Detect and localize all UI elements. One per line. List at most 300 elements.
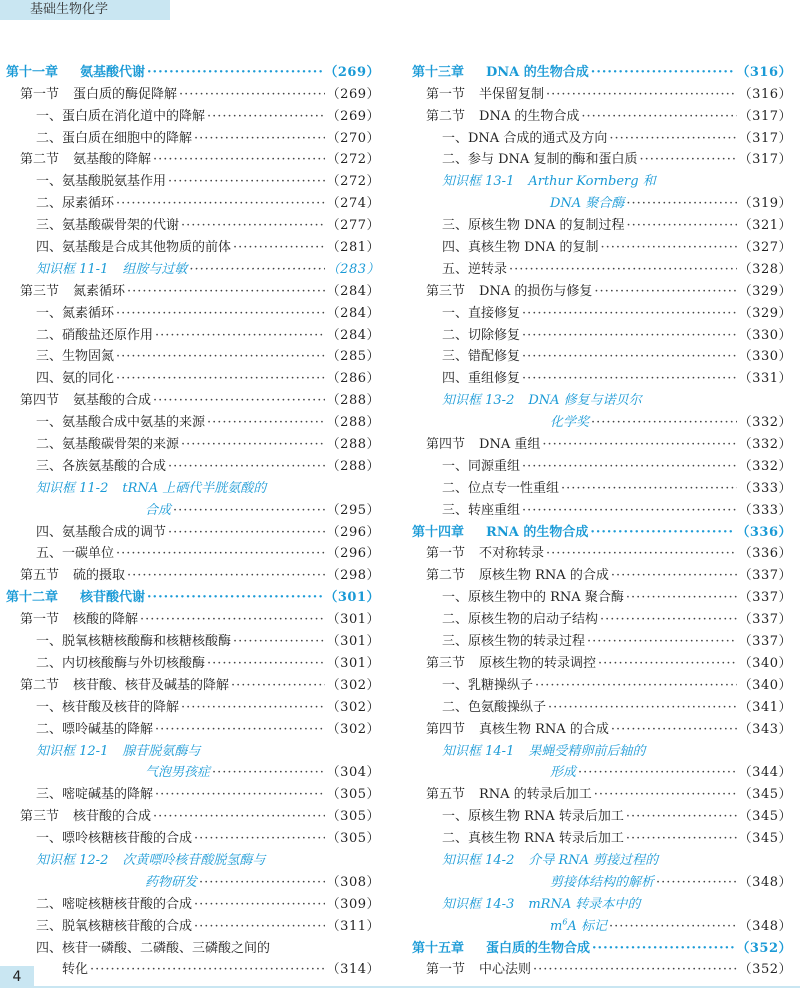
toc-subsection-entry[interactable]	[412, 299, 792, 321]
subsection-title: 三、嘧啶碱基的降解	[36, 787, 154, 803]
leader-dots	[207, 415, 325, 430]
subsection-title: 二、蛋白质在细胞中的降解	[36, 130, 193, 146]
toc-subsection-entry[interactable]	[6, 167, 380, 189]
leader-dots	[168, 174, 325, 189]
toc-section-entry[interactable]	[412, 540, 792, 562]
toc-knowledge-box-entry[interactable]	[412, 890, 792, 912]
page-ref: （284）	[326, 305, 380, 321]
page-ref: （337）	[738, 590, 792, 606]
page-ref: （345）	[738, 809, 792, 825]
page-ref: （333）	[738, 502, 792, 518]
toc-section-entry[interactable]	[6, 277, 380, 299]
toc-knowledge-box-continuation[interactable]	[6, 868, 380, 890]
section-number: 第三节	[20, 809, 60, 825]
leader-dots	[207, 109, 325, 124]
leader-dots	[535, 678, 737, 693]
leader-dots	[522, 371, 737, 386]
section-title: 原核生物的转录调控	[479, 655, 597, 671]
leader-dots	[181, 437, 325, 452]
toc-knowledge-box-entry[interactable]	[6, 255, 380, 277]
knowledge-box-title: 气泡男孩症	[145, 765, 211, 781]
toc-section-entry[interactable]	[6, 386, 380, 408]
toc-section-entry[interactable]	[412, 956, 792, 978]
leader-dots	[116, 371, 325, 386]
page-ref: （283）	[326, 261, 380, 277]
page-ref: （305）	[326, 809, 380, 825]
leader-dots	[181, 218, 325, 233]
leader-dots	[155, 787, 325, 802]
subsection-title: 一、DNA 合成的通式及方向	[442, 130, 608, 146]
subsection-title: 二、原核生物的启动子结构	[442, 612, 599, 628]
subsection-title: 二、位点专一性重组	[442, 480, 560, 496]
knowledge-box-title: 次黄嘌呤核苷酸脱氢酶与	[122, 852, 266, 868]
leader-dots	[522, 328, 737, 343]
leader-dots	[212, 765, 325, 780]
leader-dots	[639, 152, 736, 167]
toc-chapter-entry[interactable]	[6, 58, 380, 80]
leader-dots	[173, 503, 325, 518]
chapter-number: 第十一章	[6, 64, 59, 80]
page-ref: （321）	[738, 218, 792, 234]
subsection-title: 二、嘌呤碱基的降解	[36, 721, 154, 737]
toc-subsection-entry[interactable]	[412, 211, 792, 233]
section-number: 第一节	[20, 612, 60, 628]
toc-subsection-entry[interactable]	[6, 824, 380, 846]
subsection-title: 一、氮素循环	[36, 305, 115, 321]
toc-subsection-entry[interactable]	[412, 343, 792, 365]
leader-dots	[626, 196, 736, 211]
leader-dots	[231, 678, 325, 693]
section-title: 原核生物 RNA 的合成	[479, 568, 609, 584]
knowledge-box-title	[550, 919, 607, 934]
page-ref: （345）	[738, 831, 792, 847]
section-title: 氮素循环	[73, 283, 126, 299]
knowledge-box-title: mRNA 转录本中的	[528, 896, 641, 912]
toc-subsection-entry[interactable]	[6, 102, 380, 124]
leader-dots	[581, 109, 736, 124]
chapter-number: 第十三章	[412, 64, 465, 80]
leader-dots	[153, 393, 325, 408]
toc-subsection-entry[interactable]	[6, 934, 380, 956]
page-ref: （348）	[738, 918, 792, 934]
page-ref: （316）	[738, 86, 792, 102]
page-ref: （269）	[326, 108, 380, 124]
toc-subsection-entry[interactable]	[412, 124, 792, 146]
toc-knowledge-box-entry[interactable]	[412, 737, 792, 759]
subsection-title: 一、核苷酸及核苷的降解	[36, 699, 180, 715]
leader-dots	[626, 831, 737, 846]
toc-section-entry[interactable]	[412, 561, 792, 583]
subsection-title: 四、氨基酸合成的调节	[36, 524, 167, 540]
toc-section-entry[interactable]	[412, 780, 792, 802]
page-ref: （298）	[326, 568, 380, 584]
toc-section-entry[interactable]	[6, 146, 380, 168]
page-ref: （344）	[738, 765, 792, 781]
page-ref: （311）	[326, 918, 380, 934]
page-ref: （277）	[326, 218, 380, 234]
leader-dots	[155, 328, 325, 343]
page-ref: （328）	[738, 261, 792, 277]
leader-dots	[509, 262, 737, 277]
page-ref: （336）	[736, 524, 792, 540]
toc-subsection-entry[interactable]	[412, 605, 792, 627]
toc-subsection-entry[interactable]	[6, 299, 380, 321]
leader-dots	[153, 809, 325, 824]
toc-chapter-entry[interactable]	[412, 934, 792, 956]
section-title: 核苷酸的合成	[73, 809, 152, 825]
chapter-title: RNA 的生物合成	[486, 524, 589, 540]
leader-dots	[600, 240, 736, 255]
page-ref: （301）	[324, 590, 380, 606]
toc-subsection-entry[interactable]	[412, 627, 792, 649]
leader-dots	[181, 700, 325, 715]
toc-chapter-entry[interactable]	[412, 58, 792, 80]
leader-dots	[591, 415, 737, 430]
knowledge-box-number: 知识框 11-2	[36, 480, 109, 496]
section-number: 第一节	[426, 86, 466, 102]
toc-knowledge-box-continuation[interactable]	[412, 759, 792, 781]
knowledge-box-number: 知识框 14-2	[442, 852, 515, 868]
knowledge-box-title: DNA 修复与诺贝尔	[528, 393, 642, 409]
subsection-title: 三、各族氨基酸的合成	[36, 458, 167, 474]
toc-subsection-entry[interactable]	[6, 189, 380, 211]
leader-dots	[116, 546, 325, 561]
subsection-title: 一、同源重组	[442, 458, 521, 474]
toc-knowledge-box-entry[interactable]	[6, 737, 380, 759]
toc-subsection-entry[interactable]	[6, 540, 380, 562]
toc-section-entry[interactable]	[6, 80, 380, 102]
toc-knowledge-box-continuation[interactable]	[412, 189, 792, 211]
page-ref: （308）	[326, 874, 380, 890]
leader-dots	[168, 525, 325, 540]
toc-section-entry[interactable]	[412, 277, 792, 299]
leader-dots	[116, 306, 325, 321]
page-ref: （343）	[738, 721, 792, 737]
knowledge-box-number: 知识框 11-1	[36, 261, 109, 277]
page-ref: （330）	[738, 327, 792, 343]
subsection-title: 二、嘧啶核糖核苷酸的合成	[36, 896, 193, 912]
section-number: 第一节	[426, 962, 466, 978]
toc-subsection-entry[interactable]	[412, 452, 792, 474]
page-ref: （340）	[738, 655, 792, 671]
toc-knowledge-box-entry[interactable]	[412, 167, 792, 189]
toc-subsection-entry[interactable]	[412, 474, 792, 496]
section-title: 半保留复制	[479, 86, 545, 102]
toc-subsection-entry[interactable]	[6, 715, 380, 737]
leader-dots	[594, 787, 737, 802]
toc-subsection-entry[interactable]	[6, 430, 380, 452]
toc-subsection-entry[interactable]	[6, 233, 380, 255]
toc-subsection-entry[interactable]	[412, 693, 792, 715]
page-ref: （296）	[326, 546, 380, 562]
subsection-title: 三、脱氧核糖核苷酸的合成	[36, 918, 193, 934]
knowledge-box-title: 剪接体结构的解析	[550, 874, 655, 890]
subsection-title: 转化	[62, 962, 89, 978]
leader-dots	[90, 962, 325, 977]
leader-dots	[127, 568, 325, 583]
subsection-title: 四、氨基酸是合成其他物质的前体	[36, 240, 232, 256]
leader-dots	[609, 919, 737, 934]
subsection-title: 三、转座重组	[442, 502, 521, 518]
leader-dots	[233, 240, 325, 255]
page-ref: （337）	[738, 568, 792, 584]
page-ref: （288）	[326, 415, 380, 431]
section-title: 核苷酸、核苷及碱基的降解	[73, 677, 230, 693]
leader-dots	[116, 349, 325, 364]
toc-subsection-entry[interactable]	[412, 255, 792, 277]
toc-subsection-entry[interactable]	[412, 496, 792, 518]
title-part: m	[550, 918, 563, 934]
toc-section-entry[interactable]	[412, 80, 792, 102]
leader-dots	[168, 459, 325, 474]
toc-subsection-entry[interactable]	[6, 890, 380, 912]
subsection-title: 一、原核生物 RNA 转录后加工	[442, 809, 624, 825]
toc-subsection-entry[interactable]	[6, 343, 380, 365]
leader-dots	[578, 765, 737, 780]
chapter-title: 蛋白质的生物合成	[486, 940, 591, 956]
subsection-title: 一、脱氧核糖核酸酶和核糖核酸酶	[36, 634, 232, 650]
section-title: 蛋白质的酶促降解	[73, 86, 178, 102]
leader-dots	[522, 503, 737, 518]
knowledge-box-number: 知识框 13-2	[442, 393, 515, 409]
section-number: 第四节	[426, 437, 466, 453]
page-ref: （327）	[738, 240, 792, 256]
toc-column-right	[412, 58, 792, 977]
title-superscript: 6	[562, 917, 568, 927]
page-ref: （314）	[326, 962, 380, 978]
toc-subsection-entry[interactable]	[6, 649, 380, 671]
leader-dots	[189, 262, 324, 277]
knowledge-box-number: 知识框 12-2	[36, 852, 109, 868]
toc-subsection-entry[interactable]	[412, 364, 792, 386]
chapter-number: 第十四章	[412, 524, 465, 540]
toc-subsection-entry[interactable]	[6, 124, 380, 146]
leader-dots	[600, 612, 737, 627]
toc-section-entry[interactable]	[6, 802, 380, 824]
toc-subsection-entry[interactable]	[412, 233, 792, 255]
page-ref: （316）	[736, 64, 792, 80]
toc-subsection-entry[interactable]	[6, 912, 380, 934]
page-ref: （352）	[736, 940, 792, 956]
leader-dots	[127, 284, 325, 299]
toc-subsection-entry[interactable]	[412, 671, 792, 693]
leader-dots	[591, 65, 735, 80]
page-ref: （284）	[326, 283, 380, 299]
leader-dots	[199, 875, 325, 890]
page-ref: （301）	[326, 612, 380, 628]
toc-subsection-entry[interactable]	[6, 364, 380, 386]
subsection-title: 三、原核生物 DNA 的复制过程	[442, 218, 625, 234]
toc-section-entry[interactable]	[412, 430, 792, 452]
subsection-title: 二、色氨酸操纵子	[442, 699, 547, 715]
chapter-number: 第十五章	[412, 940, 465, 956]
section-title: 核酸的降解	[73, 612, 139, 628]
page-ref: （301）	[326, 655, 380, 671]
knowledge-box-title: 果蝇受精卵前后轴的	[528, 743, 646, 759]
leader-dots	[116, 196, 325, 211]
page-ref: （340）	[738, 677, 792, 693]
subsection-title: 二、氨基酸碳骨架的来源	[36, 437, 180, 453]
leader-dots	[522, 306, 737, 321]
section-title: DNA 的损伤与修复	[479, 283, 593, 299]
subsection-title: 二、内切核酸酶与外切核酸酶	[36, 655, 206, 671]
page-ref: （269）	[324, 64, 380, 80]
toc-subsection-entry[interactable]	[6, 408, 380, 430]
toc-subsection-entry[interactable]	[412, 146, 792, 168]
section-title: 不对称转录	[479, 546, 545, 562]
page-ref: （281）	[326, 240, 380, 256]
leader-dots	[592, 941, 734, 956]
toc-knowledge-box-continuation[interactable]	[6, 759, 380, 781]
leader-dots	[611, 722, 737, 737]
leader-dots	[155, 722, 325, 737]
page-ref: （302）	[326, 699, 380, 715]
page-ref: （352）	[738, 962, 792, 978]
subsection-title: 三、生物固氮	[36, 349, 115, 365]
page-ref: （284）	[326, 327, 380, 343]
page-ref: （332）	[738, 415, 792, 431]
page-ref: （288）	[326, 393, 380, 409]
page-ref: （332）	[738, 437, 792, 453]
toc-section-entry[interactable]	[6, 671, 380, 693]
toc-chapter-entry[interactable]	[412, 518, 792, 540]
section-number: 第四节	[426, 721, 466, 737]
toc-section-entry[interactable]	[6, 561, 380, 583]
toc-knowledge-box-entry[interactable]	[412, 846, 792, 868]
subsection-title: 一、氨基酸合成中氨基的来源	[36, 415, 206, 431]
page-ref: （317）	[738, 130, 792, 146]
section-number: 第二节	[426, 108, 466, 124]
subsection-title: 四、真核生物 DNA 的复制	[442, 240, 599, 256]
section-number: 第三节	[20, 283, 60, 299]
toc-knowledge-box-continuation[interactable]	[412, 408, 792, 430]
section-number: 第二节	[20, 152, 60, 168]
leader-dots	[598, 656, 737, 671]
page-ref: （337）	[738, 612, 792, 628]
subsection-title: 一、蛋白质在消化道中的降解	[36, 108, 206, 124]
section-number: 第五节	[426, 787, 466, 803]
leader-dots	[147, 65, 322, 80]
knowledge-box-title: 腺苷脱氨酶与	[122, 743, 201, 759]
page-ref: （329）	[738, 283, 792, 299]
section-title: 氨基酸的降解	[73, 152, 152, 168]
leader-dots	[194, 897, 325, 912]
page-ref: （319）	[738, 196, 792, 212]
section-title: DNA 的生物合成	[479, 108, 580, 124]
knowledge-box-number: 知识框 13-1	[442, 174, 515, 190]
section-number: 第四节	[20, 393, 60, 409]
toc-subsection-entry[interactable]	[6, 211, 380, 233]
toc-subsection-entry[interactable]	[412, 321, 792, 343]
leader-dots	[626, 218, 736, 233]
section-number: 第二节	[426, 568, 466, 584]
page-ref: （285）	[326, 349, 380, 365]
subsection-title: 一、原核生物中的 RNA 聚合酶	[442, 590, 624, 606]
toc-section-entry[interactable]	[412, 102, 792, 124]
toc-knowledge-box-continuation[interactable]	[6, 496, 380, 518]
leader-dots	[194, 831, 325, 846]
toc-subsection-entry[interactable]	[412, 824, 792, 846]
leader-dots	[546, 546, 737, 561]
toc-subsection-continuation[interactable]	[6, 956, 380, 978]
knowledge-box-title: Arthur Kornberg 和	[528, 174, 656, 190]
toc-subsection-entry[interactable]	[6, 627, 380, 649]
toc-subsection-entry[interactable]	[6, 452, 380, 474]
subsection-title: 二、尿素循环	[36, 196, 115, 212]
section-title: 中心法则	[479, 962, 532, 978]
toc-knowledge-box-entry[interactable]	[6, 846, 380, 868]
toc-section-entry[interactable]	[6, 605, 380, 627]
leader-dots	[179, 87, 325, 102]
page-ref: （272）	[326, 152, 380, 168]
page-ref: （288）	[326, 437, 380, 453]
knowledge-box-title: 组胺与过敏	[122, 261, 188, 277]
page-ref: （345）	[738, 787, 792, 803]
page-ref: （348）	[738, 874, 792, 890]
page-ref: （296）	[326, 524, 380, 540]
section-number: 第五节	[20, 568, 60, 584]
page-ref: （341）	[738, 699, 792, 715]
leader-dots	[590, 525, 734, 540]
leader-dots	[611, 568, 737, 583]
subsection-title: 一、氨基酸脱氨基作用	[36, 174, 167, 190]
section-number: 第三节	[426, 655, 466, 671]
section-title: 氨基酸的合成	[73, 393, 152, 409]
toc-knowledge-box-continuation[interactable]	[412, 912, 792, 934]
leader-dots	[233, 634, 325, 649]
page-ref: （302）	[326, 677, 380, 693]
page-ref: （332）	[738, 458, 792, 474]
toc-subsection-entry[interactable]	[6, 518, 380, 540]
page-ref: （305）	[326, 787, 380, 803]
toc-section-entry[interactable]	[412, 649, 792, 671]
knowledge-box-title: 形成	[550, 765, 577, 781]
toc-subsection-entry[interactable]	[412, 583, 792, 605]
toc-section-entry[interactable]	[412, 715, 792, 737]
chapter-title: 氨基酸代谢	[80, 64, 146, 80]
page-ref: （305）	[326, 831, 380, 847]
leader-dots	[140, 612, 325, 627]
toc-subsection-entry[interactable]	[412, 802, 792, 824]
toc-chapter-entry[interactable]	[6, 583, 380, 605]
toc-knowledge-box-continuation[interactable]	[412, 868, 792, 890]
leader-dots	[194, 131, 325, 146]
footer-rule	[0, 986, 800, 988]
page-ref: （309）	[326, 896, 380, 912]
page-number: 4	[0, 966, 34, 988]
leader-dots	[626, 809, 737, 824]
knowledge-box-number: 知识框 14-3	[442, 896, 515, 912]
knowledge-box-title: DNA 聚合酶	[550, 196, 625, 212]
toc-subsection-entry[interactable]	[6, 780, 380, 802]
page-ref: （286）	[326, 371, 380, 387]
subsection-title: 一、直接修复	[442, 305, 521, 321]
toc-subsection-entry[interactable]	[6, 693, 380, 715]
subsection-title: 四、重组修复	[442, 371, 521, 387]
subsection-title: 二、真核生物 RNA 转录后加工	[442, 831, 624, 847]
leader-dots	[153, 152, 325, 167]
chapter-title: 核苷酸代谢	[80, 590, 146, 606]
toc-knowledge-box-entry[interactable]	[412, 386, 792, 408]
leader-dots	[656, 875, 737, 890]
section-title: 真核生物 RNA 的合成	[479, 721, 609, 737]
toc-subsection-entry[interactable]	[6, 321, 380, 343]
running-header: 基础生物化学	[0, 0, 170, 20]
section-title: 硫的摄取	[73, 568, 126, 584]
leader-dots	[542, 437, 736, 452]
toc-knowledge-box-entry[interactable]	[6, 474, 380, 496]
title-part: A 标记	[567, 918, 607, 934]
